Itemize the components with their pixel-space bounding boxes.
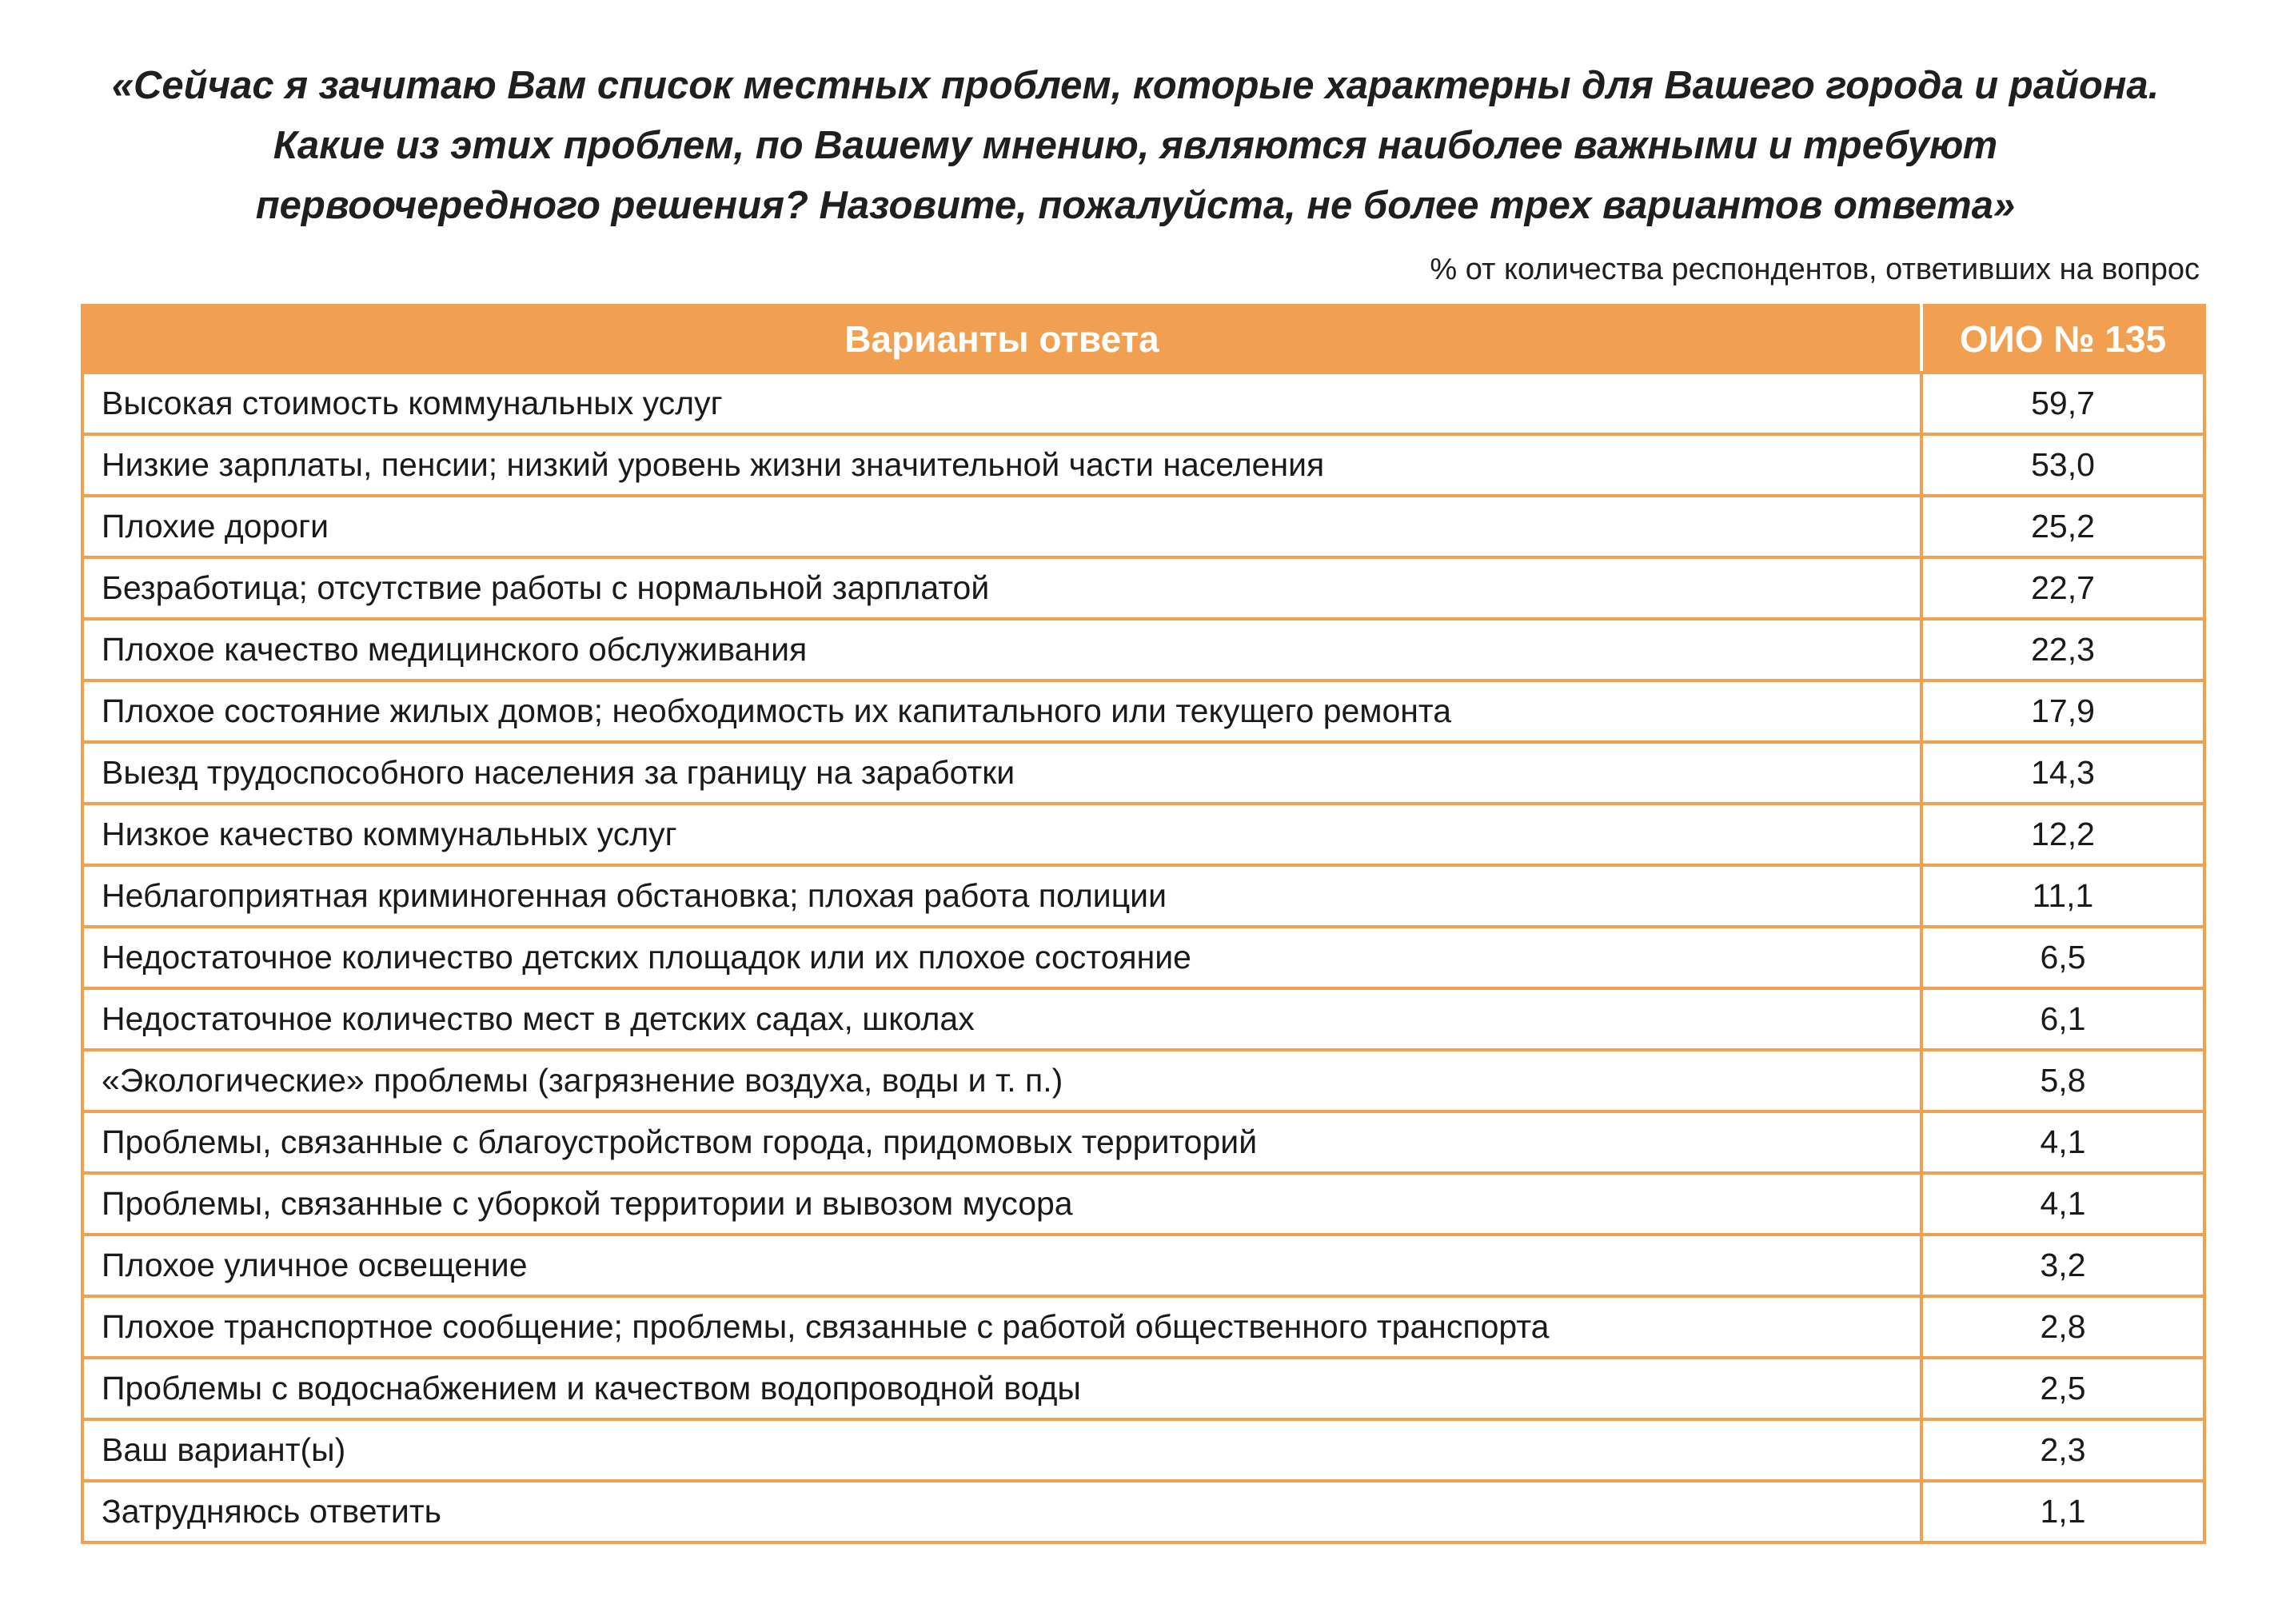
table-row <box>82 680 2204 742</box>
answer-option-cell: Выезд трудоспособного населения за границу на заработки <box>82 742 1921 804</box>
percent-value-cell: 12,2 <box>1921 804 2204 865</box>
table-row <box>82 865 2204 927</box>
percent-value-cell: 5,8 <box>1921 1050 2204 1111</box>
answer-option-cell: Безработица; отсутствие работы с нормальной зарплатой <box>82 557 1921 619</box>
table-row <box>82 742 2204 804</box>
header-answer-options: Варианты ответа <box>82 305 1921 373</box>
table-body <box>82 373 2204 1542</box>
table-row <box>82 1419 2204 1481</box>
percent-value-cell: 14,3 <box>1921 742 2204 804</box>
table-row <box>82 1173 2204 1235</box>
answer-option-cell: Проблемы, связанные с благоустройством города, придомовых территорий <box>82 1111 1921 1173</box>
percent-value-cell: 4,1 <box>1921 1173 2204 1235</box>
table-row <box>82 1050 2204 1111</box>
answer-option-cell: Высокая стоимость коммунальных услуг <box>82 373 1921 434</box>
table-row <box>82 988 2204 1050</box>
percent-value-cell: 6,1 <box>1921 988 2204 1050</box>
answer-option-cell: Неблагоприятная криминогенная обстановка; плохая работа полиции <box>82 865 1921 927</box>
percent-value-cell: 59,7 <box>1921 373 2204 434</box>
header-oio-135: ОИО № 135 <box>1921 305 2204 373</box>
table-row <box>82 373 2204 434</box>
header-row <box>82 305 2204 373</box>
results-table <box>81 304 2206 1544</box>
answer-option-cell: Затрудняюсь ответить <box>82 1481 1921 1542</box>
units-note: % от количества респондентов, ответивших на вопрос <box>1430 253 2200 286</box>
answer-option-cell: Плохое транспортное сообщение; проблемы, связанные с работой общественного транспорта <box>82 1296 1921 1358</box>
title-line-3: первоочередного решения? Назовите, пожалуйста, не более трех вариантов ответа» <box>255 184 2016 227</box>
table-row <box>82 1111 2204 1173</box>
answer-option-cell: Плохое уличное освещение <box>82 1235 1921 1296</box>
page-title <box>64 56 2207 236</box>
table-row <box>82 619 2204 680</box>
percent-value-cell: 6,5 <box>1921 927 2204 988</box>
table-header <box>82 305 2204 373</box>
table-row <box>82 1235 2204 1296</box>
answer-option-cell: Плохое качество медицинского обслуживания <box>82 619 1921 680</box>
percent-value-cell: 53,0 <box>1921 434 2204 496</box>
table-row <box>82 1296 2204 1358</box>
percent-value-cell: 4,1 <box>1921 1111 2204 1173</box>
answer-option-cell: Недостаточное количество детских площадок или их плохое состояние <box>82 927 1921 988</box>
table-row <box>82 496 2204 557</box>
answer-option-cell: Низкие зарплаты, пенсии; низкий уровень жизни значительной части населения <box>82 434 1921 496</box>
answer-option-cell: Проблемы, связанные с уборкой территории и вывозом мусора <box>82 1173 1921 1235</box>
percent-value-cell: 1,1 <box>1921 1481 2204 1542</box>
percent-value-cell: 11,1 <box>1921 865 2204 927</box>
table-row <box>82 1481 2204 1542</box>
table-row <box>82 434 2204 496</box>
title-line-1: «Сейчас я зачитаю Вам список местных проблем, которые характерны для Вашего города и района. <box>111 64 2160 107</box>
results-table-container <box>81 304 2203 1544</box>
percent-value-cell: 22,3 <box>1921 619 2204 680</box>
answer-option-cell: Плохие дороги <box>82 496 1921 557</box>
table-row <box>82 1358 2204 1419</box>
answer-option-cell: Низкое качество коммунальных услуг <box>82 804 1921 865</box>
answer-option-cell: Плохое состояние жилых домов; необходимость их капитального или текущего ремонта <box>82 680 1921 742</box>
table-row <box>82 557 2204 619</box>
percent-value-cell: 22,7 <box>1921 557 2204 619</box>
percent-value-cell: 17,9 <box>1921 680 2204 742</box>
percent-value-cell: 2,3 <box>1921 1419 2204 1481</box>
table-row <box>82 804 2204 865</box>
percent-value-cell: 3,2 <box>1921 1235 2204 1296</box>
table-row <box>82 927 2204 988</box>
answer-option-cell: Проблемы с водоснабжением и качеством водопроводной воды <box>82 1358 1921 1419</box>
title-line-2: Какие из этих проблем, по Вашему мнению, являются наиболее важными и требуют <box>273 124 1998 167</box>
percent-value-cell: 2,5 <box>1921 1358 2204 1419</box>
answer-option-cell: Ваш вариант(ы) <box>82 1419 1921 1481</box>
percent-value-cell: 2,8 <box>1921 1296 2204 1358</box>
answer-option-cell: «Экологические» проблемы (загрязнение воздуха, воды и т. п.) <box>82 1050 1921 1111</box>
percent-value-cell: 25,2 <box>1921 496 2204 557</box>
answer-option-cell: Недостаточное количество мест в детских садах, школах <box>82 988 1921 1050</box>
